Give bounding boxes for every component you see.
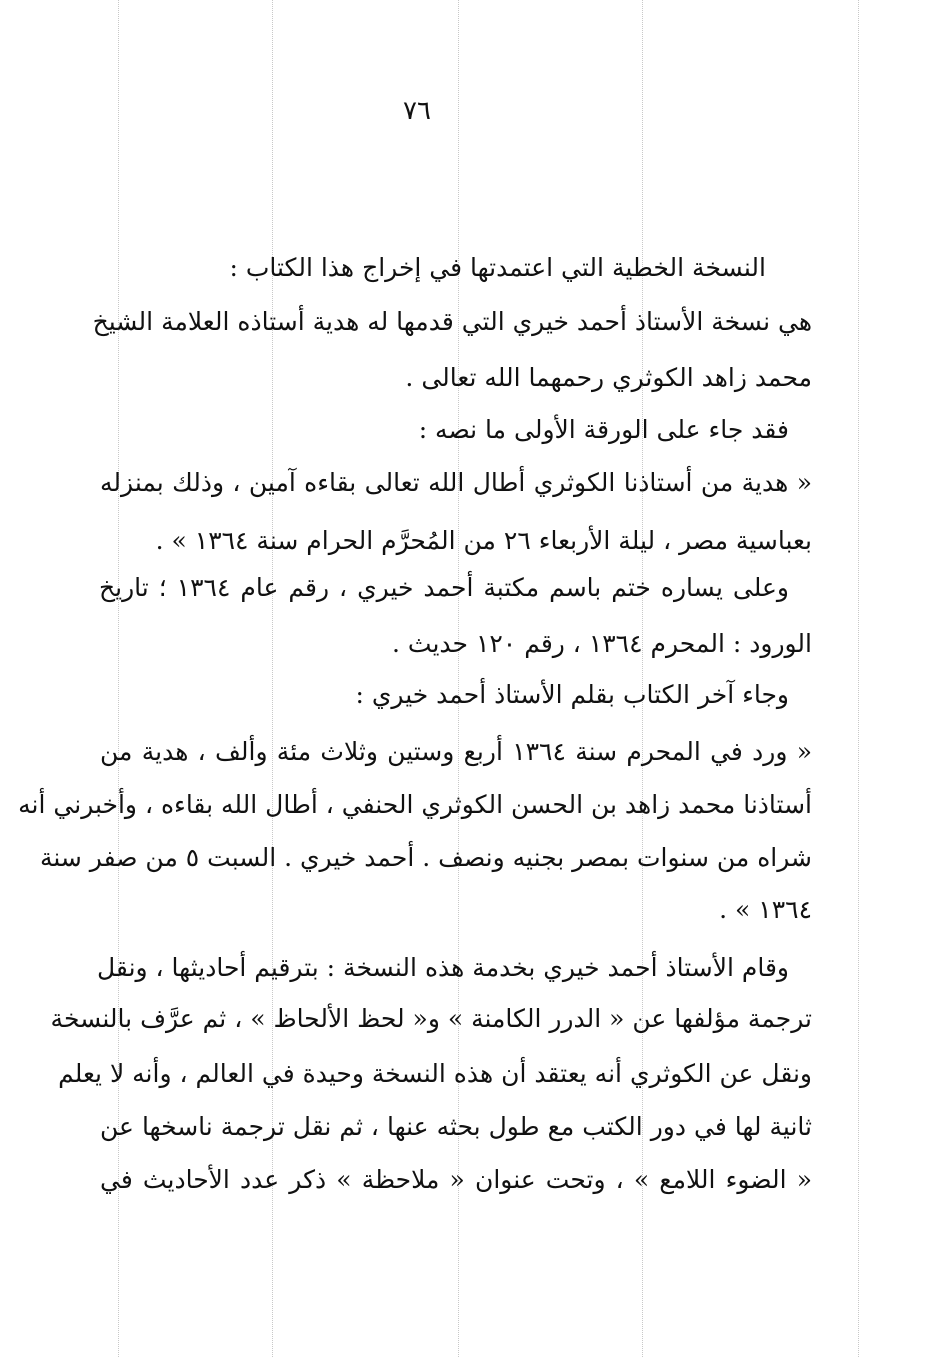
text-line: ترجمة مؤلفها عن « الدرر الكامنة » و« لحظ الألحاظ » ، ثم عرَّف بالنسخة bbox=[50, 1004, 812, 1033]
text-line: « ورد في المحرم سنة ١٣٦٤ أربع وستين وثلاث مئة وألف ، هدية من bbox=[100, 737, 812, 766]
text-line: ثانية لها في دور الكتب مع طول بحثه عنها ، ثم نقل ترجمة ناسخها عن bbox=[100, 1112, 812, 1141]
text-line: هي نسخة الأستاذ أحمد خيري التي قدمها له هدية أستاذه العلامة الشيخ bbox=[92, 307, 812, 336]
text-line: أستاذنا محمد زاهد بن الحسن الكوثري الحنفي ، أطال الله بقاءه ، وأخبرني أنه bbox=[18, 790, 812, 819]
text-line: وقام الأستاذ أحمد خيري بخدمة هذه النسخة : بترقيم أحاديثها ، ونقل bbox=[96, 953, 789, 982]
section-heading: النسخة الخطية التي اعتمدتها في إخراج هذا الكتاب : bbox=[229, 253, 766, 282]
text-line: بعباسية مصر ، ليلة الأربعاء ٢٦ من المُحرَّم الحرام سنة ١٣٦٤ » . bbox=[155, 526, 812, 555]
text-line: « هدية من أستاذنا الكوثري أطال الله تعالى بقاءه آمين ، وذلك بمنزله bbox=[100, 468, 812, 497]
text-line: وجاء آخر الكتاب بقلم الأستاذ أحمد خيري : bbox=[355, 680, 789, 709]
scan-guide-line bbox=[858, 0, 859, 1357]
text-line: شراه من سنوات بمصر بجنيه ونصف . أحمد خيري . السبت ٥ من صفر سنة bbox=[39, 843, 812, 872]
text-line: فقد جاء على الورقة الأولى ما نصه : bbox=[418, 415, 789, 444]
text-line: الورود : المحرم ١٣٦٤ ، رقم ١٢٠ حديث . bbox=[392, 629, 812, 658]
page-number: ٧٦ bbox=[403, 96, 431, 126]
text-line: محمد زاهد الكوثري رحمهما الله تعالى . bbox=[405, 363, 812, 392]
text-line: « الضوء اللامع » ، وتحت عنوان « ملاحظة » ذكر عدد الأحاديث في bbox=[100, 1165, 812, 1194]
text-line: ونقل عن الكوثري أنه يعتقد أن هذه النسخة وحيدة في العالم ، وأنه لا يعلم bbox=[58, 1059, 812, 1088]
text-line: وعلى يساره ختم باسم مكتبة أحمد خيري ، رقم عام ١٣٦٤ ؛ تاريخ bbox=[99, 573, 789, 602]
text-line: ١٣٦٤ » . bbox=[719, 895, 812, 924]
